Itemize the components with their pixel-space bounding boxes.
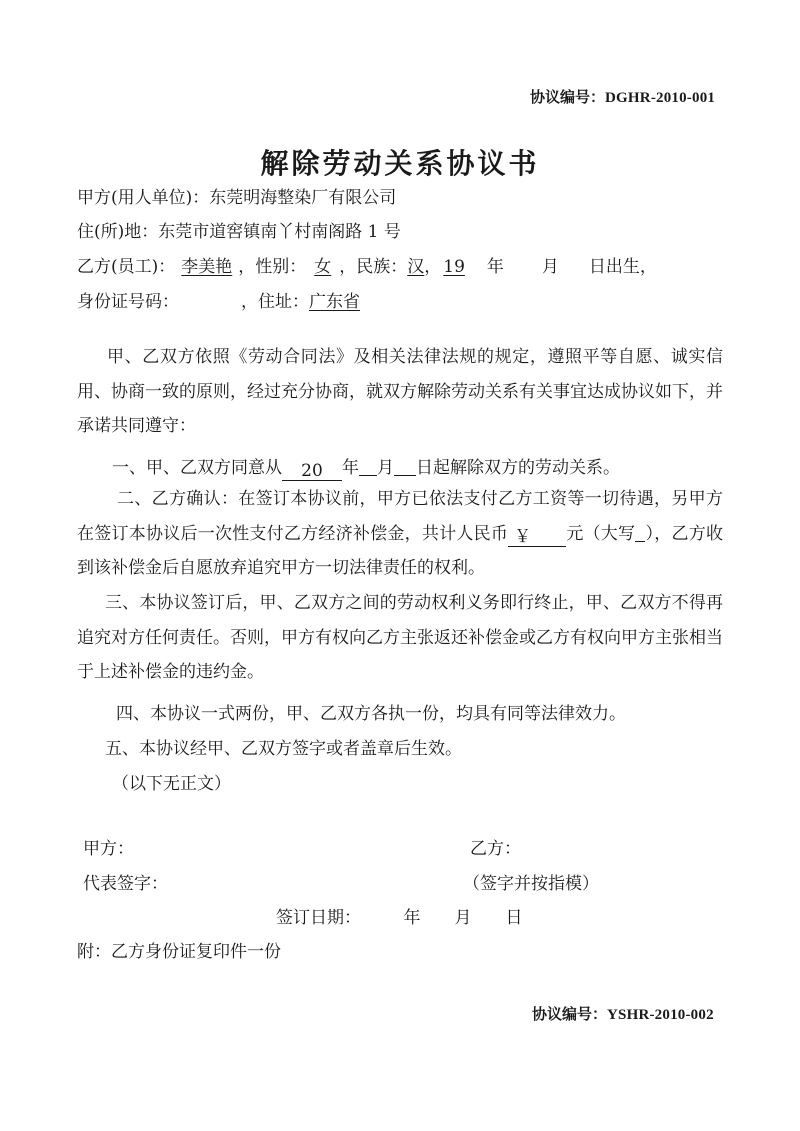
clause-4: 四、本协议一式两份，甲、乙双方各执一份，均具有同等法律效力。 — [116, 704, 626, 724]
footer-number-value: YSHR-2010-002 — [607, 1007, 714, 1023]
residence-label: ，住址： — [241, 292, 309, 312]
address-value: 东莞市道窖镇南丫村南阁路 1 号 — [158, 222, 401, 242]
separator: ， — [424, 257, 442, 277]
party-a-name: 东莞明海整染厂有限公司 — [209, 188, 397, 208]
footer-number-label: 协议编号： — [532, 1005, 608, 1023]
birth-day-label: 日出生， — [588, 257, 657, 277]
address-label: 住(所)地： — [77, 222, 159, 242]
id-number-label: 身份证号码： — [77, 292, 179, 312]
signature-party-a: 甲方： — [83, 839, 134, 859]
document-title: 解除劳动关系协议书 — [260, 147, 540, 180]
birth-year-label: 年 — [486, 257, 504, 277]
attachment-note: 附：乙方身份证复印件一份 — [77, 942, 281, 962]
representative-signature: 代表签字： — [83, 874, 168, 894]
party-a-line — [77, 183, 396, 208]
header-number-value: DGHR-2010-001 — [605, 90, 716, 106]
gender-label: ，性别： — [238, 257, 307, 277]
clause-2-capital-label: 元（大写 — [566, 523, 636, 544]
signature-party-b: 乙方： — [470, 839, 521, 859]
clause-1-month-blank — [359, 458, 377, 476]
clause-2-text-start: 二、乙方确认：在签订本协议前，甲方已依法支付乙方工资等一切待遇，另甲方在签订本协议后一次性支付乙方经济补偿金，共计人民币 — [77, 489, 723, 544]
end-of-text-note: （以下无正文） — [112, 774, 231, 794]
clause-2-capital-blank — [635, 524, 645, 542]
sign-and-fingerprint-note: （签字并按指模） — [463, 874, 599, 894]
preamble-paragraph: 甲、乙双方依照《劳动合同法》及相关法律法规的规定，遵照平等自愿、诚实信用、协商一致的原则，经过充分协商，就双方解除劳动关系有关事宜达成协议如下，并承诺共同遵守： — [77, 347, 723, 436]
ethnicity-label: ，民族： — [339, 257, 408, 277]
clause-1-month-label: 月 — [377, 458, 394, 478]
ethnicity-value: 汉 — [407, 257, 425, 277]
clause-3: 三、本协议签订后，甲、乙双方之间的劳动权利义务即行终止，甲、乙双方不得再追究对方任何责任。否则，甲方有权向乙方主张返还补偿金或乙方有权向甲方主张相当于上述补偿金的违约金。 — [77, 593, 723, 682]
birth-year-value: 19 — [443, 257, 465, 277]
signing-date: 签订日期： 年 月 日 — [276, 908, 523, 928]
clause-2-amount: ￥ — [508, 529, 566, 547]
party-a-address-line — [77, 217, 401, 242]
gender-value: 女 — [314, 257, 332, 277]
clause-1-text-start: 一、甲、乙双方同意从 — [112, 458, 282, 478]
clause-1-text-end: 日起解除双方的劳动关系。 — [416, 458, 620, 478]
party-b-name: 李美艳 — [181, 257, 233, 277]
residence-value: 广东省 — [309, 292, 360, 312]
id-address-line — [77, 287, 360, 312]
clause-1 — [112, 453, 620, 481]
clause-2-text-end: ），乙方收到该补偿金后自愿放弃追究甲方一切法律责任的权利。 — [77, 523, 724, 578]
clause-5: 五、本协议经甲、乙双方签字或者盖章后生效。 — [105, 739, 462, 759]
clause-1-day-blank — [394, 458, 416, 476]
footer-agreement-number — [532, 1003, 714, 1024]
header-agreement-number — [530, 86, 715, 107]
header-number-label: 协议编号： — [530, 88, 606, 106]
clause-1-year-label: 年 — [342, 458, 359, 478]
party-b-label: 乙方(员工)： — [77, 257, 176, 277]
clause-1-year-value: 20 — [282, 463, 342, 481]
clause-2 — [77, 482, 723, 586]
party-b-line — [77, 252, 657, 277]
party-a-label: 甲方(用人单位)： — [77, 188, 210, 208]
birth-month-label: 月 — [541, 257, 559, 277]
